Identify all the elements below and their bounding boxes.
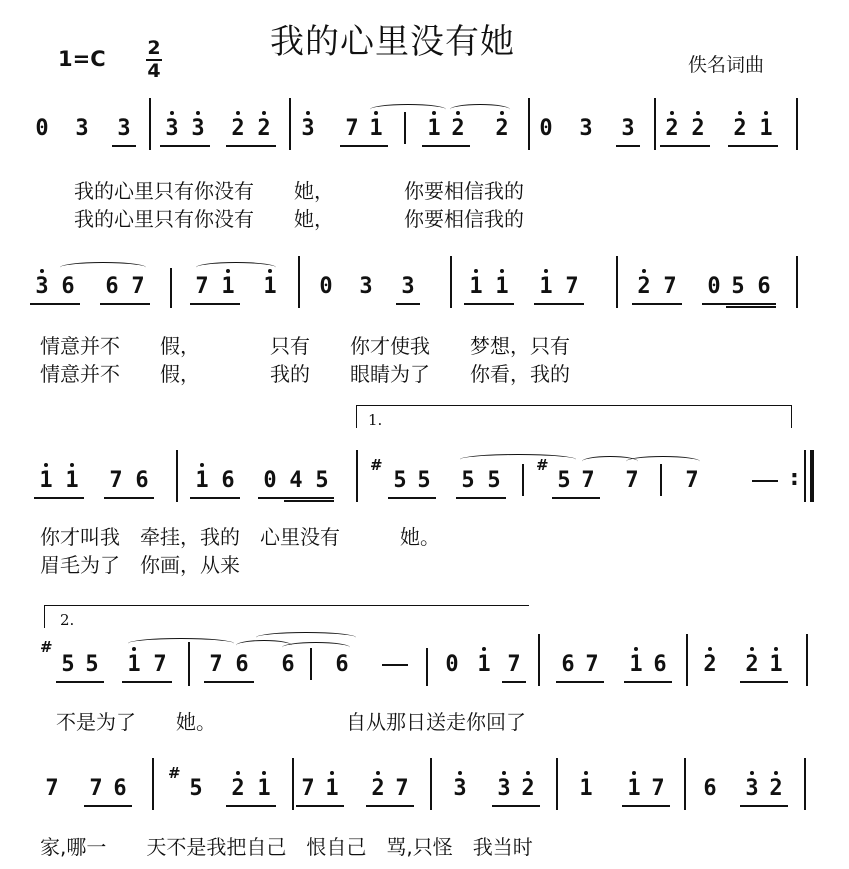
staff-line-4: # 5 5 1 7 7 6 6 6 0 1 7 6 7 1 6 2 2 1 [0, 652, 849, 732]
note: 6 [235, 652, 249, 677]
time-signature [146, 39, 162, 81]
bar-line [450, 256, 452, 308]
first-ending-bracket [356, 405, 792, 428]
note: 5 [487, 468, 501, 493]
note: 7 [209, 652, 223, 677]
note: 7 [89, 776, 103, 801]
note: 0 [263, 468, 277, 493]
note: 6 [281, 652, 295, 677]
lyric-verse-2: 情意并不 假， 我的 眼睛为了 你看，我的 [40, 362, 570, 386]
song-title: 我的心里没有她 [270, 22, 515, 62]
note: 7 [565, 274, 579, 299]
note: 7 [581, 468, 595, 493]
note: 1 [534, 274, 558, 300]
bar-line [796, 256, 798, 308]
note: 2 [632, 274, 656, 300]
bar-line [289, 98, 291, 150]
note: 7 [625, 468, 639, 493]
bar-line [292, 758, 294, 810]
note: 5 [417, 468, 431, 493]
bar-line [522, 464, 524, 496]
note: 0 [539, 116, 553, 141]
lyric-verse-1: 家,哪一 天不是我把自己 恨自己 骂,只怪 我当时 [40, 835, 533, 859]
staff-line-5: 7 7 6 # 5 2 1 7 1 2 7 3 3 2 1 1 7 6 3 2 [0, 776, 849, 856]
note: 6 [105, 274, 119, 299]
note: 5 [61, 652, 75, 677]
note: 5 [461, 468, 475, 493]
note: 3 [401, 274, 415, 299]
bar-line [152, 758, 154, 810]
note: 7 [395, 776, 409, 801]
time-signature-top: 2 [147, 37, 161, 59]
note: 3 [579, 116, 593, 141]
note: 1 [190, 468, 214, 494]
note: 7 [585, 652, 599, 677]
bar-line [298, 256, 300, 308]
note: 3 [359, 274, 373, 299]
note: 7 [153, 652, 167, 677]
note: 6 [653, 652, 667, 677]
composer-credit: 佚名词曲 [688, 54, 765, 76]
bar-line [806, 634, 808, 686]
note: 1 [574, 776, 598, 802]
repeat-bar [810, 450, 814, 502]
note: 2 [740, 652, 764, 678]
note: 0 [35, 116, 49, 141]
note: 1 [216, 274, 240, 300]
note: 2 [764, 776, 788, 802]
note: 2 [516, 776, 540, 802]
second-ending-label: 2. [60, 611, 75, 629]
note: 7 [685, 468, 699, 493]
lyric-verse-2: 我的心里只有你没有 她， 你要相信我的 [74, 207, 524, 231]
note: 6 [335, 652, 349, 677]
note: 3 [740, 776, 764, 802]
note: 7 [45, 776, 59, 801]
bar-line [149, 98, 151, 150]
note: 3 [117, 116, 131, 141]
bar-line [686, 634, 688, 686]
note: 6 [703, 776, 717, 801]
bar-line [804, 758, 806, 810]
note: 3 [492, 776, 516, 802]
note: 6 [113, 776, 127, 801]
note: 1 [364, 116, 388, 142]
note: 2 [226, 776, 250, 802]
note: 5 [189, 776, 203, 801]
staff-line-3: 1 1 7 6 1 6 0 4 5 # 5 5 5 5 # 5 7 7 7 : [0, 468, 849, 548]
note: 3 [30, 274, 54, 300]
note: 7 [651, 776, 665, 801]
note: 7 [195, 274, 209, 299]
note: 5 [557, 468, 571, 493]
note: 3 [186, 116, 210, 142]
note: 7 [507, 652, 521, 677]
note: 3 [296, 116, 320, 142]
note: 3 [621, 116, 635, 141]
bar-line [616, 256, 618, 308]
bar-line [176, 450, 178, 502]
note: 5 [731, 274, 745, 299]
note: 6 [221, 468, 235, 493]
note: 1 [472, 652, 496, 678]
note: 3 [75, 116, 89, 141]
note: 2 [660, 116, 684, 142]
note: 1 [258, 274, 282, 300]
first-ending-label: 1. [368, 411, 383, 429]
lyric-verse-1: 不是为了 她。 自从那日送走你回了 [56, 710, 526, 734]
bar-line [660, 464, 662, 496]
note: 1 [60, 468, 84, 494]
note: 1 [252, 776, 276, 802]
note: 6 [561, 652, 575, 677]
lyric-verse-1: 你才叫我 牵挂，我的 心里没有 她。 [40, 525, 440, 549]
lyric-verse-1: 情意并不 假， 只有 你才使我 梦想，只有 [40, 334, 570, 358]
note: 5 [393, 468, 407, 493]
note: 4 [289, 468, 303, 493]
note: 2 [686, 116, 710, 142]
lyric-verse-1: 我的心里只有你没有 她， 你要相信我的 [74, 179, 524, 203]
note: 7 [131, 274, 145, 299]
note: 3 [448, 776, 472, 802]
note: 7 [301, 776, 315, 801]
bar-line [430, 758, 432, 810]
note: 1 [422, 116, 446, 142]
note: 1 [122, 652, 146, 678]
note: 5 [315, 468, 329, 493]
repeat-bar [804, 450, 806, 502]
bar-line [556, 758, 558, 810]
bar-line [684, 758, 686, 810]
note: 1 [624, 652, 648, 678]
note: 6 [135, 468, 149, 493]
note: 6 [757, 274, 771, 299]
note: 2 [490, 116, 514, 142]
note: 0 [707, 274, 721, 299]
note: 1 [764, 652, 788, 678]
note: 2 [446, 116, 470, 142]
note: 2 [252, 116, 276, 142]
bar-line [404, 112, 406, 144]
note: 1 [34, 468, 58, 494]
note: 3 [160, 116, 184, 142]
lyric-verse-2: 眉毛为了 你画，从来 [40, 553, 240, 577]
note: 0 [445, 652, 459, 677]
note: 2 [728, 116, 752, 142]
note: 2 [366, 776, 390, 802]
note: 7 [109, 468, 123, 493]
note: 2 [226, 116, 250, 142]
note: 6 [61, 274, 75, 299]
bar-line [170, 268, 172, 308]
bar-line [654, 98, 656, 150]
note: 5 [85, 652, 99, 677]
key-signature: 1=C [58, 47, 106, 71]
note: 1 [464, 274, 488, 300]
second-ending-bracket [44, 605, 529, 628]
note: 7 [345, 116, 359, 141]
note: 1 [320, 776, 344, 802]
note: 7 [663, 274, 677, 299]
bar-line [796, 98, 798, 150]
note: 0 [319, 274, 333, 299]
time-signature-bottom: 4 [147, 60, 161, 82]
bar-line [356, 450, 358, 502]
note: 1 [490, 274, 514, 300]
note: 1 [754, 116, 778, 142]
note: 2 [698, 652, 722, 678]
bar-line [426, 648, 428, 686]
note: 1 [622, 776, 646, 802]
bar-line [528, 98, 530, 150]
bar-line [538, 634, 540, 686]
